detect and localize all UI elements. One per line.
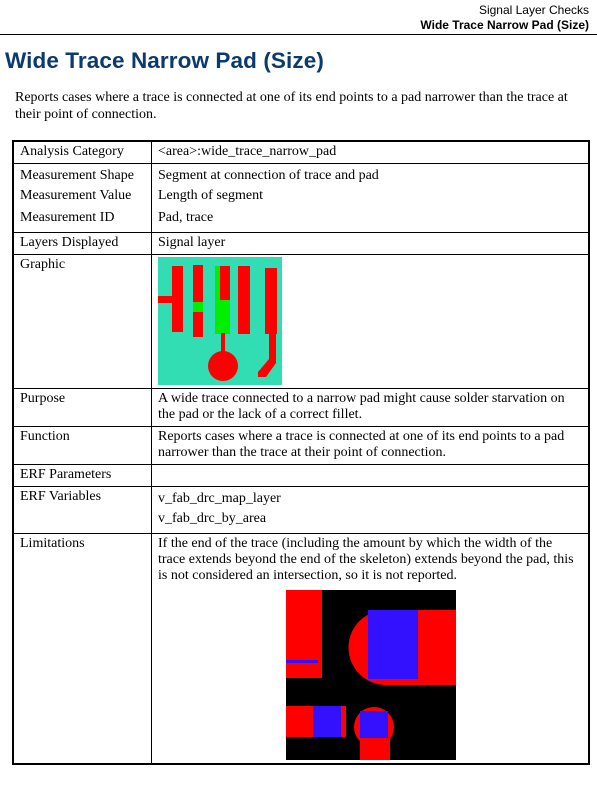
via-pad [208,351,238,381]
row-erf-parameters [13,465,589,487]
measurement-values [152,164,590,233]
header-subtitle: Wide Trace Narrow Pad (Size) [420,18,589,32]
highlight-segment-small [193,302,203,312]
erf-variable-2: v_fab_drc_by_area [158,511,267,526]
layers-displayed-value: Signal layer [152,233,590,255]
row-graphic [13,255,589,389]
purpose-label: Purpose [13,389,152,427]
graphic-label: Graphic [13,255,152,389]
measurement-id-label: Measurement ID [20,210,115,225]
erf-parameters-value [152,465,590,487]
limitations-text: If the end of the trace (including the amount by which the width of the trace extends beyond the end of the skeleton) extends beyond the pad, this is not considered an intersection, so it is not reported. [158,536,574,583]
measurement-id-value: Pad, trace [158,210,214,225]
row-limitations [13,534,589,765]
row-analysis-category [13,141,589,164]
measurement-shape-value: Segment at connection of trace and pad [158,168,379,183]
limitation-illustration [286,590,456,760]
erf-parameters-label: ERF Parameters [13,465,152,487]
pad-2 [193,265,203,337]
pad-overlap-round [360,711,388,738]
limitations-label: Limitations [13,534,152,765]
row-layers-displayed [13,233,589,255]
measurement-shape-label: Measurement Shape [20,168,134,183]
pad-4 [265,268,277,334]
graphic-cell [152,255,590,389]
vertical-trace-left [286,590,322,678]
erf-variable-1: v_fab_drc_map_layer [158,491,281,506]
layers-displayed-label: Layers Displayed [13,233,152,255]
pad-3 [238,266,250,334]
wide-trace-narrow-pad-graphic [158,257,282,385]
function-label: Function [13,427,152,465]
row-function [13,427,589,465]
narrow-pad-top [220,266,230,300]
trace-boundary-marker [286,660,318,663]
purpose-value: A wide trace connected to a narrow pad might cause solder starvation on the pad or the lack of a correct fillet. [152,389,590,427]
row-purpose [13,389,589,427]
pad-stem [360,738,390,760]
erf-variables-label: ERF Variables [13,487,152,534]
header-rule [0,34,597,35]
intro-paragraph: Reports cases where a trace is connected at one of its end points to a pad narrower than the trace at their point of connection. [15,90,568,122]
function-value: Reports cases where a trace is connected at one of its end points to a pad narrower than the trace at their point of connection. [152,427,590,465]
row-measurement [13,164,589,233]
measurement-labels [13,164,152,233]
measurement-value-value: Length of segment [158,188,263,203]
analysis-category-value: <area>:wide_trace_narrow_pad [152,141,590,164]
header-section: Signal Layer Checks [478,3,589,17]
check-info-table [12,140,590,765]
running-header [420,3,589,33]
pad-overlap-lower-left [313,706,341,737]
analysis-category-label: Analysis Category [13,141,152,164]
pad-overlap-large [368,610,418,679]
row-erf-variables [13,487,589,534]
erf-variables-values [152,487,590,534]
limitations-cell [152,534,590,765]
measurement-value-label: Measurement Value [20,188,132,203]
trace-stub-left [158,296,174,303]
page-title: Wide Trace Narrow Pad (Size) [5,48,324,73]
